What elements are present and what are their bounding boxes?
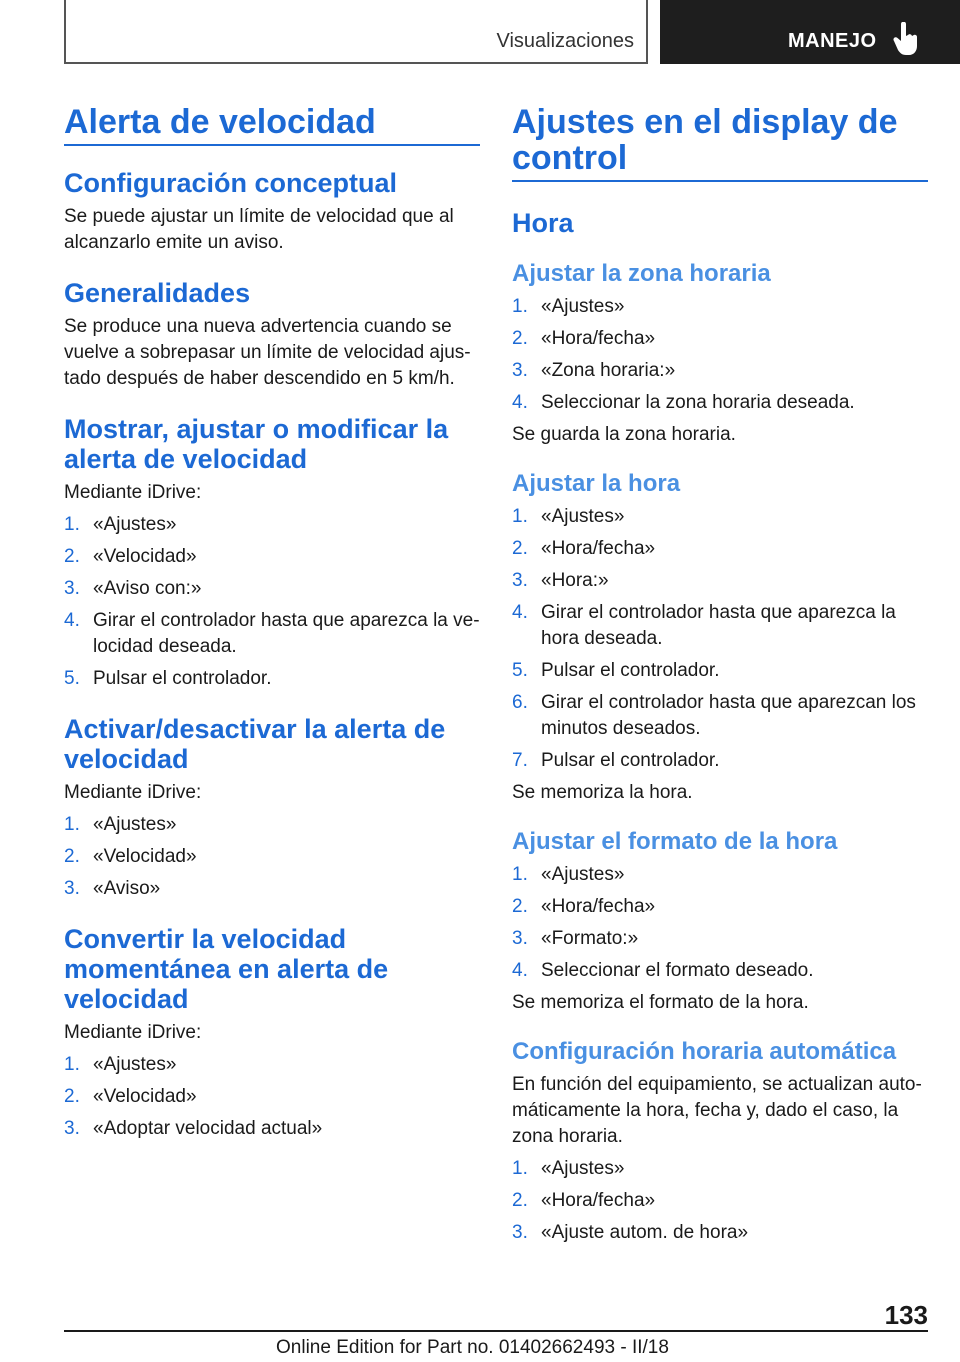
list-item: 3. «Zona horaria:» [512, 360, 676, 381]
right-column [512, 104, 928, 1252]
list-item: 4. Seleccionar la zona horaria deseada. [512, 392, 855, 413]
page-title-left: Alerta de velocidad [64, 104, 480, 146]
list-item: 1. «Ajustes» [64, 814, 177, 835]
list-item: 3. «Ajuste autom. de hora» [512, 1222, 749, 1243]
list-item: 2. «Hora/fecha» [512, 328, 656, 349]
list-item: 3. «Aviso» [64, 878, 161, 899]
heading-mostrar-ajustar: Mostrar, ajustar o modificar la alerta de velocidad [64, 414, 449, 474]
steps-activar [64, 812, 480, 902]
list-item: 3. «Formato:» [512, 928, 639, 949]
list-item: 6. Girar el controlador hasta que aparezcan los minutos deseados. [512, 692, 916, 739]
after-zona: Se guarda la zona horaria. [512, 424, 736, 445]
list-item: 1. «Ajustes» [64, 1054, 177, 1075]
steps-mostrar [64, 512, 480, 692]
list-item: 3. «Adoptar velocidad actual» [64, 1118, 323, 1139]
intro-convertir: Mediante iDrive: [64, 1022, 202, 1043]
list-item: 3. «Aviso con:» [64, 578, 202, 599]
list-item: 1. «Ajustes» [512, 296, 625, 317]
heading-formato: Ajustar el formato de la hora [512, 828, 838, 855]
heading-convertir: Convertir la velocidad momentánea en alerta de velocidad [64, 924, 389, 1014]
steps-formato [512, 862, 928, 984]
heading-zona-horaria: Ajustar la zona horaria [512, 260, 771, 287]
list-item: 2. «Hora/fecha» [512, 896, 656, 917]
text-generalidades: Se produce una nueva advertencia cuando se vuelve a sobrepasar un límite de velocidad ajustado después de haber descendido en 5 km/h. [64, 316, 471, 389]
steps-convertir [64, 1052, 480, 1142]
after-formato: Se memoriza el formato de la hora. [512, 992, 809, 1013]
list-item: 2. «Velocidad» [64, 846, 197, 867]
list-item: 5. Pulsar el controlador. [64, 668, 272, 689]
left-column [64, 104, 480, 1148]
page-title-right: Ajustes en el display de control [512, 104, 928, 182]
list-item: 1. «Ajustes» [512, 1158, 625, 1179]
heading-generalidades: Generalidades [64, 278, 251, 308]
list-item: 1. «Ajustes» [64, 514, 177, 535]
list-item: 3. «Hora:» [512, 570, 609, 591]
heading-activar: Activar/desactivar la alerta de velocidad [64, 714, 446, 774]
heading-hora: Hora [512, 208, 574, 238]
list-item: 1. «Ajustes» [512, 864, 625, 885]
header-section-label: Visualizaciones [496, 30, 634, 52]
list-item: 2. «Hora/fecha» [512, 1190, 656, 1211]
list-item: 2. «Velocidad» [64, 1086, 197, 1107]
heading-automatica: Configuración horaria automática [512, 1038, 897, 1065]
page-number: 133 [884, 1300, 928, 1330]
steps-hora [512, 504, 928, 774]
footer-edition: Online Edition for Part no. 01402662493 - II/18 [276, 1337, 669, 1358]
list-item: 5. Pulsar el controlador. [512, 660, 720, 681]
list-item: 2. «Hora/fecha» [512, 538, 656, 559]
steps-automatica [512, 1156, 928, 1246]
heading-ajustar-hora: Ajustar la hora [512, 470, 681, 497]
steps-zona [512, 294, 928, 416]
heading-configuracion: Configuración conceptual [64, 168, 398, 198]
list-item: 4. Girar el controlador hasta que aparezca la velocidad deseada. [64, 610, 480, 657]
list-item: 7. Pulsar el controlador. [512, 750, 720, 771]
header-chapter-tab [660, 0, 960, 64]
footer-divider [64, 1330, 928, 1332]
text-configuracion: Se puede ajustar un límite de velocidad que al alcanzarlo emite un aviso. [64, 206, 454, 253]
text-automatica: En función del equipamiento, se actualizan automáticamente la hora, fecha y, dado el caso, la zona horaria. [512, 1074, 922, 1147]
after-hora: Se memoriza la hora. [512, 782, 693, 803]
intro-activar: Mediante iDrive: [64, 782, 202, 803]
pointing-hand-icon [892, 22, 920, 56]
list-item: 4. Girar el controlador hasta que aparezca la hora deseada. [512, 602, 896, 649]
list-item: 1. «Ajustes» [512, 506, 625, 527]
list-item: 4. Seleccionar el formato deseado. [512, 960, 814, 981]
header-chapter-label: MANEJO [788, 30, 877, 52]
intro-mostrar: Mediante iDrive: [64, 482, 202, 503]
list-item: 2. «Velocidad» [64, 546, 197, 567]
header-section-tab [64, 0, 648, 64]
